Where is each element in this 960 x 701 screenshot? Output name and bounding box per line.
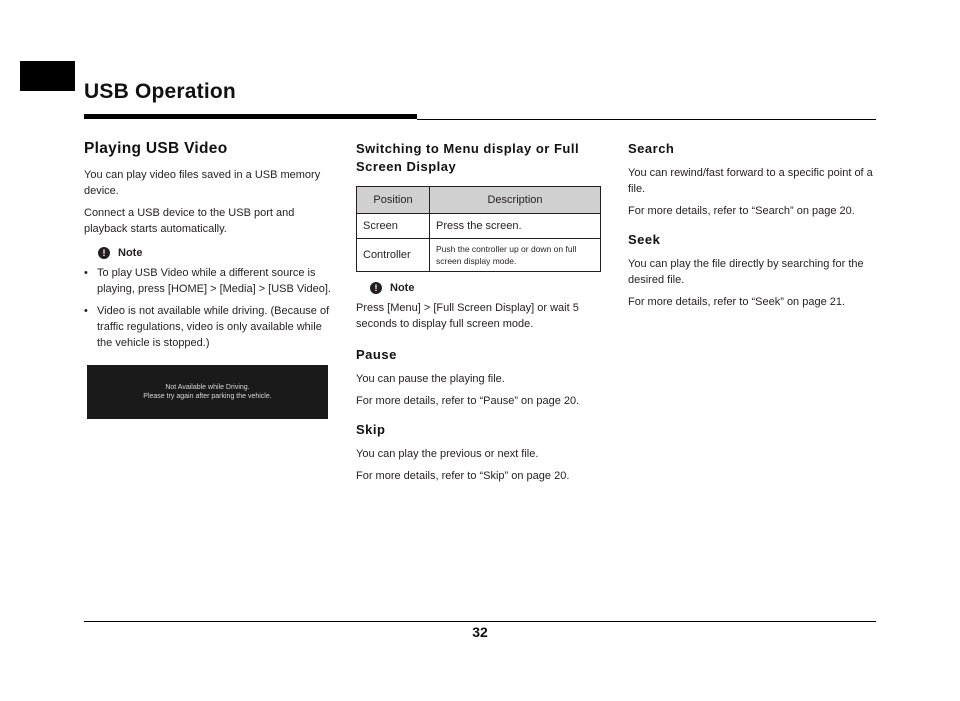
exclamation-icon: ! bbox=[98, 247, 110, 259]
column-search-seek bbox=[628, 140, 878, 316]
note-bullet: • Video is not available while driving. (Because of traffic regulations, video is only available while the vehicle is stopped.) bbox=[84, 303, 334, 351]
table-header-description: Description bbox=[430, 187, 601, 214]
screen-message-line: Not Available while Driving. bbox=[165, 384, 250, 391]
note-text: Press [Menu] > [Full Screen Display] or wait 5 seconds to display full screen mode. bbox=[356, 302, 579, 330]
table-cell-description: Press the screen. bbox=[430, 214, 601, 239]
section-heading-switching: Switching to Menu display or Full Screen Display bbox=[356, 141, 580, 174]
paragraph: For more details, refer to “Seek” on page 21. bbox=[628, 296, 846, 308]
note-list bbox=[84, 265, 334, 351]
position-table bbox=[356, 186, 601, 272]
note-bullet: • To play USB Video while a different source is playing, press [HOME] > [Media] > [USB Video]. bbox=[84, 265, 334, 297]
page-number: 32 bbox=[472, 624, 488, 640]
note-label: Note bbox=[118, 247, 143, 259]
table-cell-position: Screen bbox=[357, 214, 430, 239]
section-heading-search: Search bbox=[628, 141, 675, 156]
section-heading-pause: Pause bbox=[356, 347, 397, 362]
paragraph: You can play the file directly by searching for the desired file. bbox=[628, 258, 864, 286]
column-switching-display bbox=[356, 140, 606, 490]
paragraph: You can pause the playing file. bbox=[356, 373, 505, 385]
paragraph: For more details, refer to “Skip” on page 20. bbox=[356, 470, 570, 482]
section-heading-seek: Seek bbox=[628, 232, 661, 247]
column-playing-usb-video bbox=[84, 140, 334, 419]
not-available-screen-image bbox=[87, 365, 328, 419]
paragraph: You can play video files saved in a USB memory device. bbox=[84, 169, 321, 197]
chapter-tab bbox=[20, 61, 75, 91]
table-row bbox=[357, 239, 601, 272]
screen-message-line: Please try again after parking the vehicle. bbox=[143, 393, 272, 400]
table-cell-position: Controller bbox=[357, 239, 430, 272]
section-heading-playing-usb-video: Playing USB Video bbox=[84, 140, 228, 157]
paragraph: For more details, refer to “Pause” on page 20. bbox=[356, 395, 580, 407]
title-rule-thick bbox=[84, 114, 417, 119]
paragraph: You can play the previous or next file. bbox=[356, 448, 539, 460]
section-heading-skip: Skip bbox=[356, 422, 386, 437]
note-header bbox=[84, 247, 334, 259]
table-row bbox=[357, 214, 601, 239]
exclamation-icon: ! bbox=[370, 282, 382, 294]
note-label: Note bbox=[390, 282, 415, 294]
paragraph: You can rewind/fast forward to a specific point of a file. bbox=[628, 167, 873, 195]
page-title: USB Operation bbox=[84, 80, 236, 103]
note-header bbox=[356, 282, 606, 294]
title-rule-thin bbox=[417, 119, 876, 120]
paragraph: Connect a USB device to the USB port and playback starts automatically. bbox=[84, 207, 295, 235]
paragraph: For more details, refer to “Search” on page 20. bbox=[628, 205, 855, 217]
table-header-position: Position bbox=[357, 187, 430, 214]
table-cell-description: Push the controller up or down on full screen display mode. bbox=[430, 239, 601, 272]
footer-rule bbox=[84, 621, 876, 622]
